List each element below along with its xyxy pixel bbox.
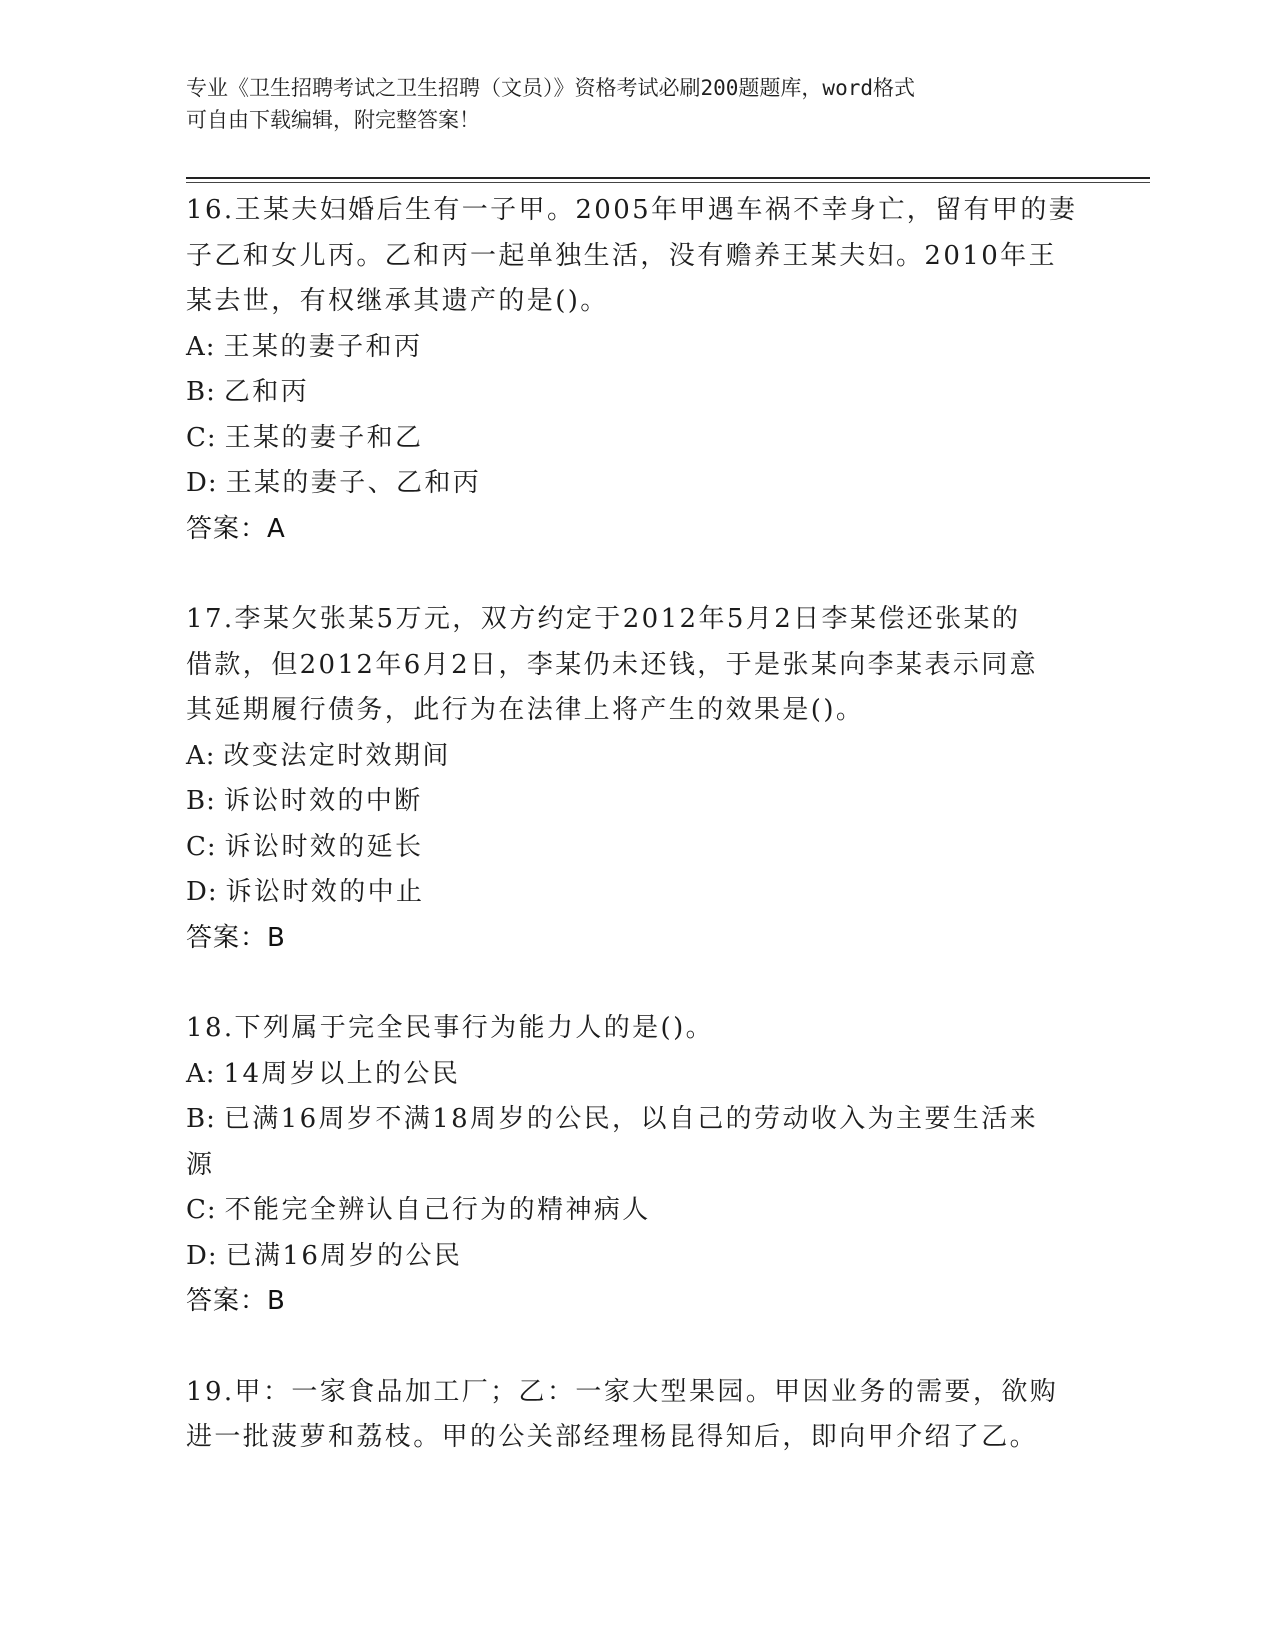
option-letter: C: xyxy=(186,422,217,453)
option-letter: C: xyxy=(186,831,217,862)
option-text: 王某的妻子和丙 xyxy=(223,331,423,362)
question-16 xyxy=(186,188,1086,552)
option-letter: D: xyxy=(186,877,218,907)
document-header xyxy=(186,72,1066,136)
option-text: 已满16周岁的公民 xyxy=(225,1240,463,1271)
option-letter: A: xyxy=(186,1058,216,1089)
question-19 xyxy=(186,1370,1086,1461)
option-c xyxy=(186,416,1086,462)
header-divider-thick xyxy=(186,177,1150,179)
option-letter: A: xyxy=(186,331,216,362)
question-stem-line: 其延期履行债务，此行为在法律上将产生的效果是()。 xyxy=(186,695,865,725)
option-letter: B: xyxy=(186,1104,216,1134)
spacer xyxy=(186,1325,1086,1370)
question-17 xyxy=(186,597,1086,961)
option-text: 不能完全辨认自己行为的精神病人 xyxy=(224,1195,651,1225)
option-letter: A: xyxy=(186,740,216,771)
option-letter: B: xyxy=(186,786,216,816)
option-a xyxy=(186,734,1086,780)
spacer xyxy=(186,552,1086,597)
question-stem-line: 19.甲：一家食品加工厂；乙：一家大型果园。甲因业务的需要，欲购 xyxy=(186,1376,1059,1407)
answer-line: 答案：B xyxy=(186,1286,286,1316)
option-text: 诉讼时效的中断 xyxy=(223,786,423,816)
option-text: 乙和丙 xyxy=(223,377,310,407)
option-text: 已满16周岁不满18周岁的公民，以自己的劳动收入为主要生活来 xyxy=(223,1104,1039,1134)
option-letter: D: xyxy=(186,468,218,498)
option-text: 诉讼时效的中止 xyxy=(225,877,425,907)
option-b xyxy=(186,779,1086,825)
option-text: 改变法定时效期间 xyxy=(223,740,451,771)
option-d xyxy=(186,1234,1086,1280)
option-text: 源 xyxy=(186,1149,215,1180)
option-b xyxy=(186,1097,1086,1143)
question-18 xyxy=(186,1006,1086,1325)
option-a xyxy=(186,1052,1086,1098)
answer-line: 答案：B xyxy=(186,922,286,953)
header-line-2: 可自由下载编辑，附完整答案！ xyxy=(186,108,480,132)
question-stem-line: 17.李某欠张某5万元，双方约定于2012年5月2日李某偿还张某的 xyxy=(186,604,1021,634)
option-b xyxy=(186,370,1086,416)
option-text: 诉讼时效的延长 xyxy=(224,831,424,862)
header-divider-thin xyxy=(186,182,1150,183)
questions-container xyxy=(186,188,1086,1461)
question-stem-line: 子乙和女儿丙。乙和丙一起单独生活，没有赡养王某夫妇。2010年王 xyxy=(186,240,1057,271)
question-stem-line: 进一批菠萝和荔枝。甲的公关部经理杨昆得知后，即向甲介绍了乙。 xyxy=(186,1422,1039,1452)
option-c xyxy=(186,825,1086,871)
option-text: 14周岁以上的公民 xyxy=(223,1058,461,1089)
option-letter: B: xyxy=(186,377,216,407)
option-text: 王某的妻子和乙 xyxy=(224,422,424,453)
question-stem-line: 借款，但2012年6月2日，李某仍未还钱，于是张某向李某表示同意 xyxy=(186,649,1039,680)
spacer xyxy=(186,961,1086,1006)
answer-line: 答案：A xyxy=(186,513,286,544)
option-text: 王某的妻子、乙和丙 xyxy=(225,468,482,498)
option-letter: D: xyxy=(186,1240,218,1271)
question-stem-line: 18.下列属于完全民事行为能力人的是()。 xyxy=(186,1013,715,1043)
option-d xyxy=(186,870,1086,916)
option-a xyxy=(186,325,1086,371)
header-line-1: 专业《卫生招聘考试之卫生招聘（文员）》资格考试必刷200题题库，word格式 xyxy=(186,76,915,100)
option-d xyxy=(186,461,1086,507)
option-letter: C: xyxy=(186,1195,217,1225)
option-b-continued xyxy=(186,1143,1086,1189)
option-c xyxy=(186,1188,1086,1234)
question-stem-line: 16.王某夫妇婚后生有一子甲。2005年甲遇车祸不幸身亡，留有甲的妻 xyxy=(186,195,1078,225)
question-stem-line: 某去世，有权继承其遗产的是()。 xyxy=(186,286,609,316)
